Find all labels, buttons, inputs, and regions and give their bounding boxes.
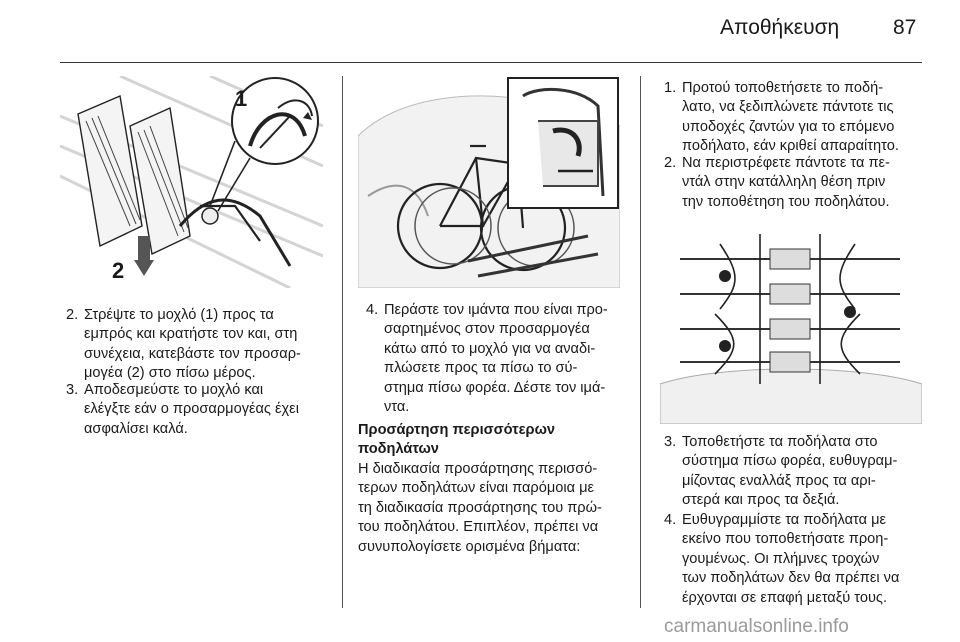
subheading-multiple-bikes xyxy=(358,421,638,460)
text-line: Να περιστρέφετε πάντοτε τα πε- xyxy=(682,155,890,171)
text-line: του ποδηλάτου. Επιπλέον, πρέπει να xyxy=(358,519,599,536)
text-line: ελέγξτε εάν ο προσαρμογέας έχει xyxy=(84,401,299,418)
page-number: 87 xyxy=(893,16,917,39)
watermark: carmanualsonline.info xyxy=(664,616,849,637)
text-line: Στρέψτε το μοχλό (1) προς τα xyxy=(84,307,274,323)
text-line: συνυπολογίσετε ορισμένα βήματα: xyxy=(358,538,581,555)
bikes-top-view-illustration xyxy=(660,214,922,424)
text-line: Περάστε τον ιμάντα που είναι προ- xyxy=(384,302,608,318)
text-line: σύστημα πίσω φορέα, ευθυγραμ- xyxy=(682,453,898,470)
bike-carrier-illustration xyxy=(358,76,620,288)
text-line: Προτού τοποθετήσετε το ποδή- xyxy=(682,80,884,96)
text-line: εκείνο που τοποθετήσατε προη- xyxy=(682,531,889,548)
text-line: ασφαλίσει καλά. xyxy=(84,420,188,437)
step-number: 3. xyxy=(664,434,677,450)
section-title: Αποθήκευση xyxy=(720,16,840,39)
text-line: τερων ποδηλάτων είναι παρόμοια με xyxy=(358,480,595,497)
text-line: ντα. xyxy=(384,399,410,416)
step-number: 3. xyxy=(66,382,79,398)
text-line: υποδοχές ζαντών για το επόμενο xyxy=(682,118,895,135)
header-divider xyxy=(60,62,922,63)
text-line: ποδήλατο, εάν κριθεί απαραίτητο. xyxy=(682,138,899,155)
text-line: σαρτημένος στον προσαρμογέα xyxy=(384,321,590,338)
figure-bikes-top-view xyxy=(660,214,922,424)
text-line: μίζοντας εναλλάξ προς τα αρι- xyxy=(682,472,876,489)
text-line: Η διαδικασία προσάρτησης περισσό- xyxy=(358,461,598,477)
callout-1: 1 xyxy=(235,86,248,111)
text-line: Αποδεσμεύστε το μοχλό και xyxy=(84,382,264,398)
figure-lever-adapter xyxy=(60,76,323,288)
step-number: 4. xyxy=(664,512,677,528)
paragraph-multiple-bikes xyxy=(358,460,640,557)
text-line: έρχονται σε επαφή μεταξύ τους. xyxy=(682,589,888,606)
text-line: συνέχεια, κατεβάστε τον προσαρ- xyxy=(84,345,301,362)
step-number: 2. xyxy=(66,307,79,323)
column-divider-2 xyxy=(640,76,641,608)
text-line: μογέα (2) στο πίσω μέρος. xyxy=(84,365,256,382)
text-line: την τοποθέτηση του ποδηλάτου. xyxy=(682,193,890,210)
text-line: στημα πίσω φορέα. Δέστε τον ιμά- xyxy=(384,379,606,396)
column-divider-1 xyxy=(342,76,343,608)
step-number: 4. xyxy=(366,302,379,318)
subheading-line: ποδηλάτων xyxy=(358,441,439,458)
text-line: στερά και προς τα δεξιά. xyxy=(682,492,840,509)
text-line: πλώσετε προς τα πίσω το σύ- xyxy=(384,360,578,377)
text-line: κάτω από το μοχλό για να αναδι- xyxy=(384,340,596,357)
lever-adapter-illustration xyxy=(60,76,323,288)
text-line: λατο, να ξεδιπλώνετε πάντοτε τις xyxy=(682,99,894,116)
text-line: Τοποθετήστε τα ποδήλατα στο xyxy=(682,434,878,450)
text-line: εμπρός και κρατήστε τον και, στη xyxy=(84,326,298,343)
text-line: γουμένως. Οι πλήμνες τροχών xyxy=(682,550,880,567)
text-line: τη διαδικασία προσάρτησης του πρώ- xyxy=(358,499,602,516)
step-number: 1. xyxy=(664,80,677,96)
figure-bike-on-carrier xyxy=(358,76,620,288)
callout-2: 2 xyxy=(112,258,125,283)
step-number: 2. xyxy=(664,155,677,171)
text-line: των ποδηλάτων δεν θα πρέπει να xyxy=(682,570,900,587)
text-line: Ευθυγραμμίστε τα ποδήλατα με xyxy=(682,512,886,528)
subheading-line: Προσάρτηση περισσότερων xyxy=(358,422,556,438)
text-line: ντάλ στην κατάλληλη θέση πριν xyxy=(682,174,886,191)
